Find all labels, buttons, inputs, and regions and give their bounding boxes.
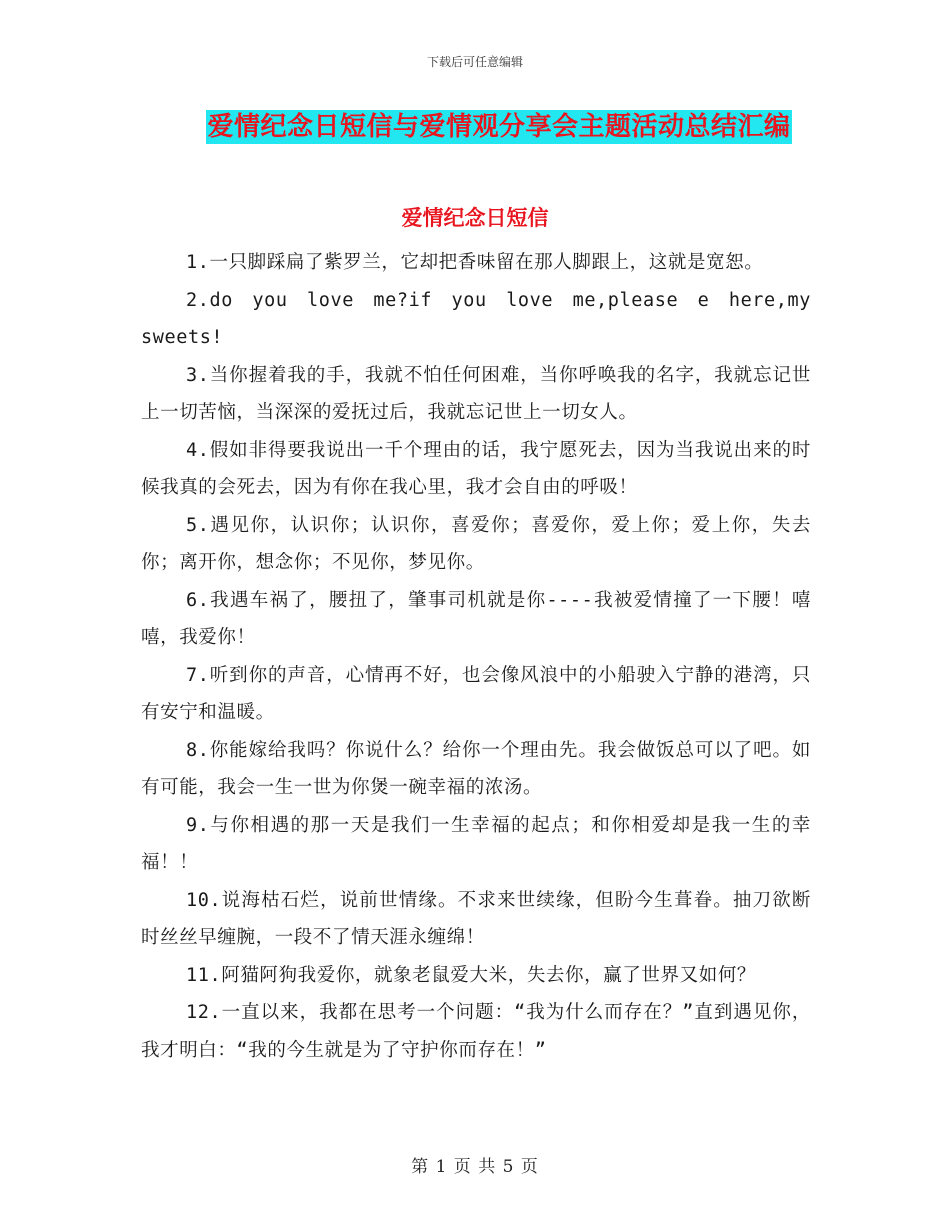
- document-title-container: [0, 110, 950, 144]
- message-paragraph: 11.阿猫阿狗我爱你，就象老鼠爱大米，失去你，赢了世界又如何？: [186, 964, 757, 986]
- message-paragraph: 4.假如非得要我说出一千个理由的话，我宁愿死去，因为当我说出来的时候我真的会死去，因为有你在我心里，我才会自由的呼吸！: [141, 439, 811, 498]
- message-paragraph: 8.你能嫁给我吗？你说什么？给你一个理由先。我会做饭总可以了吧。如有可能，我会一生一世为你煲一碗幸福的浓汤。: [141, 739, 811, 798]
- header-note: 下载后可任意编辑: [426, 55, 523, 69]
- page-number-footer: 第 1 页 共 5 页: [411, 1157, 539, 1177]
- message-paragraph: 2.do you love me?if you love me,please e here,my sweets!: [141, 289, 811, 348]
- message-paragraph: 5.遇见你，认识你；认识你，喜爱你；喜爱你，爱上你；爱上你，失去你；离开你，想念你；不见你，梦见你。: [141, 514, 811, 573]
- message-paragraph: 9.与你相遇的那一天是我们一生幸福的起点；和你相爱却是我一生的幸福！！: [141, 814, 811, 873]
- message-paragraph: 1.一只脚踩扁了紫罗兰，它却把香味留在那人脚跟上，这就是宽恕。: [186, 252, 764, 273]
- message-paragraph: 12.一直以来，我都在思考一个问题：“我为什么而存在？”直到遇见你，我才明白：“我的今生就是为了守护你而存在！”: [141, 1002, 811, 1061]
- message-paragraph: 10.说海枯石烂，说前世情缘。不求来世续缘，但盼今生葺眷。抽刀欲断时丝丝早缠腕，一段不了情天涯永缠绵！: [141, 889, 811, 948]
- message-paragraph: 6.我遇车祸了，腰扭了，肇事司机就是你----我被爱情撞了一下腰！嘻嘻，我爱你！: [141, 589, 811, 648]
- section-title: 爱情纪念日短信: [401, 205, 549, 230]
- document-title: 爱情纪念日短信与爱情观分享会主题活动总结汇编: [207, 112, 791, 142]
- message-list: [141, 244, 811, 1069]
- message-paragraph: 3.当你握着我的手，我就不怕任何困难，当你呼唤我的名字，我就忘记世上一切苦恼，当深深的爱抚过后，我就忘记世上一切女人。: [141, 364, 811, 423]
- message-paragraph: 7.听到你的声音，心情再不好，也会像风浪中的小船驶入宁静的港湾，只有安宁和温暖。: [141, 664, 811, 723]
